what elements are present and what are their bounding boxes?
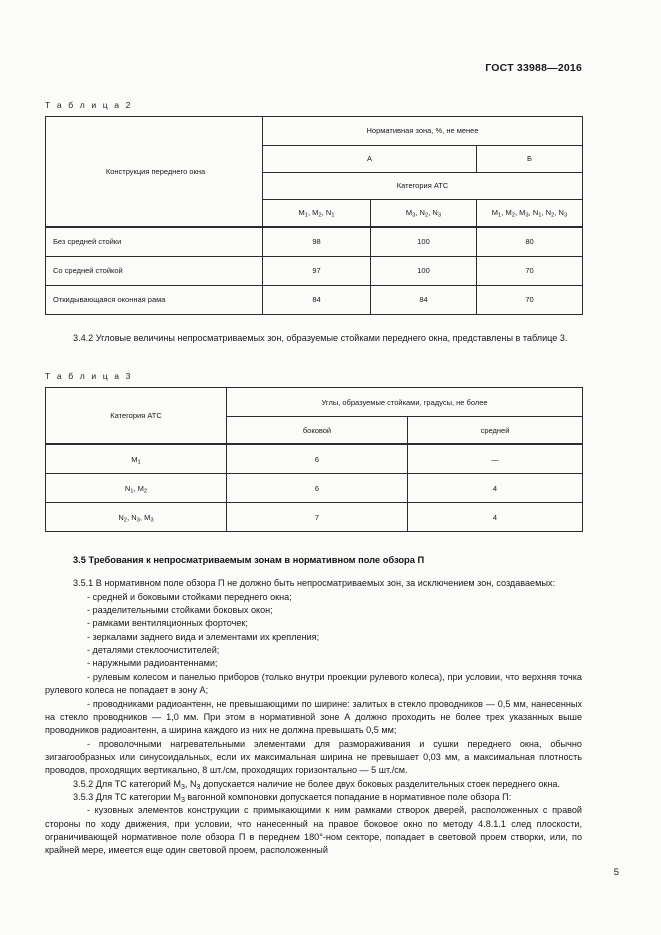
table-row (46, 117, 583, 146)
table-cell: 6 (227, 444, 408, 474)
table-cell: 4 (408, 474, 583, 503)
table-2-zone-a-header: А (263, 146, 477, 173)
table-cell: 6 (227, 474, 408, 503)
table-cell: 7 (227, 503, 408, 532)
table-row (46, 474, 583, 503)
bullet-item: - проводниками радиоантенн, не превышающими по ширине: залитых в стекло проводников — 0,5 мм, нанесенных на стекло проводников — 1,0 мм. При этом в нормативной зоне А должно проходить не более трех указанных выше проводников радиоантенн, а ширина каждого из них не должна превышать 0,5 мм; (45, 698, 582, 736)
table-cell: 100 (371, 227, 477, 257)
table-cell: 84 (263, 286, 371, 315)
table-2-col1-header: Конструкция переднего окна (46, 117, 263, 228)
table-cell: Со средней стойкой (46, 257, 263, 286)
table-cell: — (408, 444, 583, 474)
table-2-cat-a2: $M_3$, $N_2$, $N_3$ (371, 200, 477, 228)
table-row (46, 388, 583, 417)
table-3-group-title: Углы, образуемые стойками, градусы, не более (227, 388, 583, 417)
table-row (46, 503, 583, 532)
bullet-item: - зеркалами заднего вида и элементами их крепления; (87, 631, 320, 642)
table-cell: 70 (477, 286, 583, 315)
table-2-cat-a1: $M_1$, $M_2$, $N_1$ (263, 200, 371, 228)
table-cell: 98 (263, 227, 371, 257)
clause-3-4-2: 3.4.2 Угловые величины непросматриваемых зон, образуемые стойками переднего окна, представлены в таблице 3. (73, 333, 568, 343)
table-row (46, 286, 583, 315)
bullet-item: - деталями стеклоочистителей; (87, 645, 220, 656)
table-cell: $N_1$, $M_2$ (46, 474, 227, 503)
section-3-5-heading: 3.5 Требования к непросматриваемым зонам в нормативном поле обзора П (73, 555, 425, 566)
bullet-item: - рулевым колесом и панелью приборов (только внутри проекции рулевого колеса), при условии, что верхняя точка рулевого колеса не попадает в зону А; (45, 671, 582, 696)
table-cell: $N_2$, $N_3$, $M_3$ (46, 503, 227, 532)
table-cell: $M_1$ (46, 444, 227, 474)
table-cell: 100 (371, 257, 477, 286)
table-2-cat-b: $M_1$, $M_2$, $M_3$, $N_1$, $N_2$, $N_3$ (477, 200, 583, 228)
bullet-item: - проволочными нагревательными элементами для размораживания и сушки переднего окна, обычно зигзагообразных или синусоидальных, если их максимальная ширина не превышает 0,03 мм, а максимальная плотность проводов, проходящих вертикально, 8 шт./см, проходящих горизонтально — 5 шт./см. (45, 738, 582, 776)
table-cell: 4 (408, 503, 583, 532)
table-row (46, 444, 583, 474)
table-3-sub-side: боковой (227, 417, 408, 445)
table-3 (45, 387, 583, 532)
bullet-item: - наружными радиоантеннами; (87, 658, 218, 669)
table-3-sub-middle: средней (408, 417, 583, 445)
bullet-item: - средней и боковыми стойками переднего окна; (87, 591, 292, 602)
table-2-caption: Т а б л и ц а 2 (45, 100, 133, 110)
bullet-item: - разделительными стойками боковых окон; (87, 605, 273, 616)
table-cell: 84 (371, 286, 477, 315)
standard-number-header: ГОСТ 33988—2016 (485, 62, 582, 74)
clause-3-5-3-bullet: - кузовных элементов конструкции с примыкающими к ним рамками створок дверей, расположенных с правой стороны по ходу движения, при условии, что нанесенный на правое боковое окно по методу 4.8.1.1 след плоскости, ограничивающей нормативное поле обзора П в переднем 180°-ном секторе, попадает в световой проем створки, или, по крайней мере, имеется еще один световой проем, расположенный (45, 805, 582, 856)
table-cell: Без средней стойки (46, 227, 263, 257)
page-content (45, 0, 582, 858)
table-2-group-title: Нормативная зона, %, не менее (263, 117, 583, 146)
table-3-caption: Т а б л и ц а 3 (45, 371, 133, 382)
table-2 (45, 116, 583, 315)
table-2-body (46, 227, 583, 315)
table-row (46, 227, 583, 257)
table-3-body (46, 444, 583, 532)
table-cell: 70 (477, 257, 583, 286)
clause-3-5-2: 3.5.2 Для ТС категорий $M_3$, $N_3$ допускается наличие не более двух боковых разделительных стоек переднего окна. (73, 778, 560, 791)
page-number: 5 (613, 866, 619, 877)
table-3-col1-header: Категория АТС (46, 388, 227, 445)
table-cell: 97 (263, 257, 371, 286)
table-cell: 80 (477, 227, 583, 257)
table-2-zone-b-header: Б (477, 146, 583, 173)
table-cell: Откидывающаяся оконная рама (46, 286, 263, 315)
clause-3-5-1-bullet-list (45, 591, 582, 778)
clause-3-5-1: 3.5.1 В нормативном поле обзора П не должно быть непросматриваемых зон, за исключением зон, создаваемых: (73, 578, 555, 589)
table-2-category-row: Категория АТС (263, 173, 583, 200)
clause-3-5-3: 3.5.3 Для ТС категории $M_3$ вагонной компоновки допускается попадание в нормативное поле обзора П: (73, 792, 512, 804)
bullet-item: - рамками вентиляционных форточек; (87, 618, 248, 629)
table-row (46, 257, 583, 286)
